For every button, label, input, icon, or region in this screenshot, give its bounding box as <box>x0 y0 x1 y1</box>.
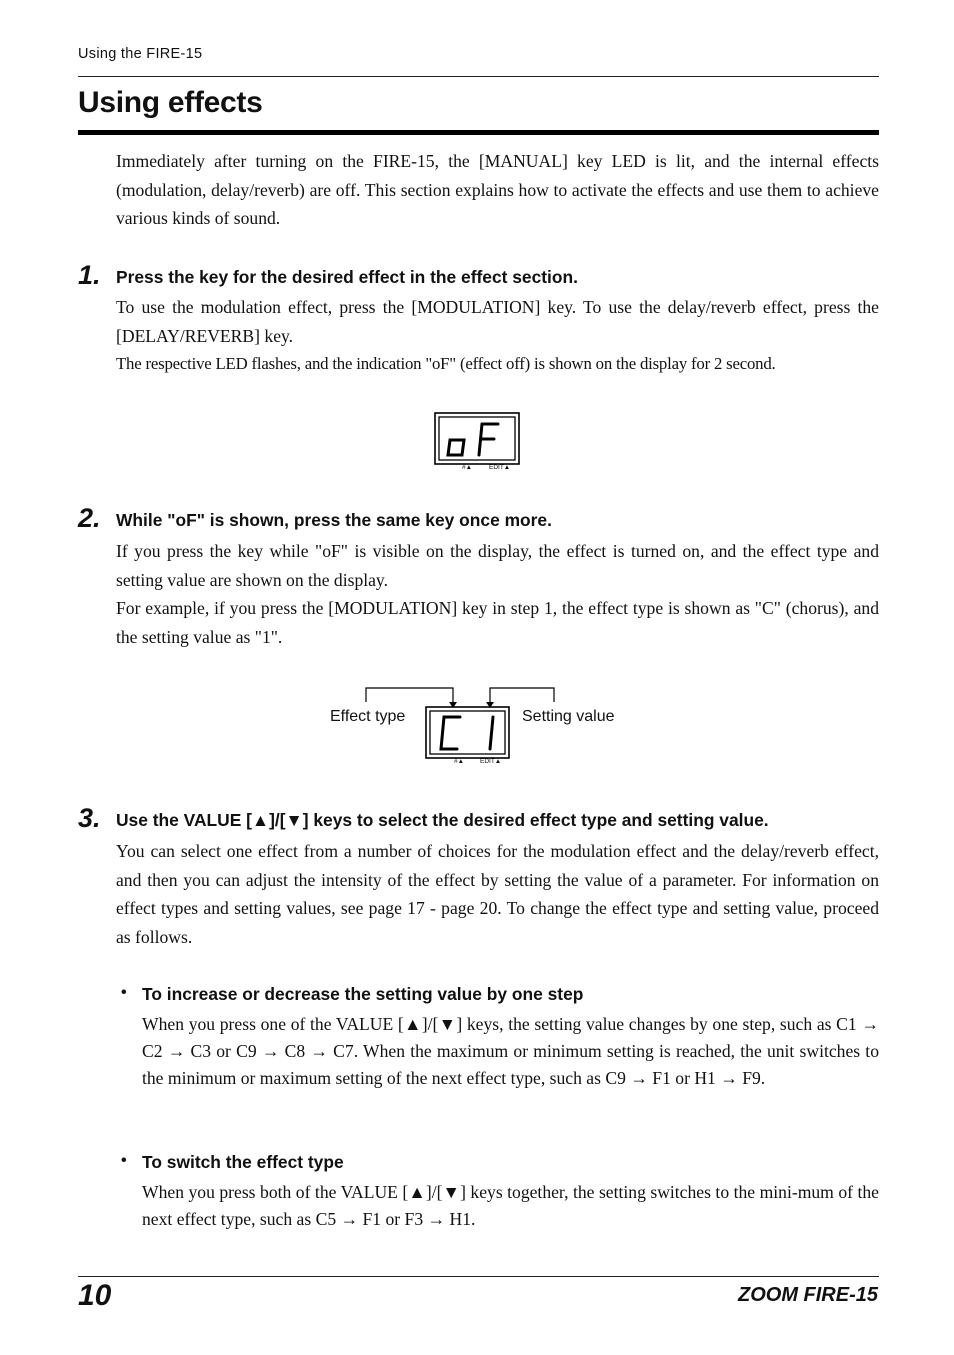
bullet-icon: • <box>121 1152 127 1169</box>
led-display-c1-diagram <box>330 684 630 770</box>
effect-type-label: Effect type <box>330 708 406 725</box>
indicator-sharp: #▲ <box>454 758 465 765</box>
header-divider <box>78 76 879 77</box>
indicator-sharp: #▲ <box>462 464 473 471</box>
step-number: 3. <box>78 803 101 833</box>
running-head: Using the FIRE-15 <box>78 46 203 62</box>
bullet-body: When you press both of the VALUE [▲]/[▼] keys together, the setting switches to the mini-mum of the next effect type, such as C5 → F1 or F3 → H1. <box>142 1182 879 1229</box>
footer-brand: ZOOM FIRE-15 <box>737 1284 878 1306</box>
led-display-off <box>434 412 522 476</box>
bullet-body: When you press one of the VALUE [▲]/[▼] keys, the setting value changes by one step, such as C1 → C2 → C3 or C9 → C8 → C7. When the maximum or minimum setting is reached, the unit switches to the minimum or maximum setting of the next effect type, such as C9 → F1 or H1 → F9. <box>142 1014 879 1088</box>
setting-value-label: Setting value <box>522 708 615 725</box>
step-heading: Press the key for the desired effect in the effect section. <box>116 267 578 287</box>
indicator-edit: EDIT▲ <box>480 758 502 765</box>
step-body: You can select one effect from a number of choices for the modulation effect and the delay/reverb effect, and then you can adjust the intensity of the effect by setting the value of a parameter. For information on effect types and setting values, see page 17 - page 20. To change the effect type and setting value, proceed as follows. <box>116 841 879 947</box>
intro-paragraph: Immediately after turning on the FIRE-15, the [MANUAL] key LED is lit, and the internal effects (modulation, delay/reverb) are off. This section explains how to activate the effects and use them to achieve various kinds of sound. <box>116 151 879 228</box>
title-underline <box>78 130 879 135</box>
step-heading: While "oF" is shown, press the same key once more. <box>116 510 552 530</box>
page-title: Using effects <box>78 86 263 119</box>
step-body: If you press the key while "oF" is visible on the display, the effect is turned on, and the effect type and setting value are shown on the display. <box>116 541 879 590</box>
footer-divider <box>78 1276 879 1277</box>
bullet-heading: To increase or decrease the setting value by one step <box>142 984 584 1004</box>
indicator-edit: EDIT▲ <box>489 464 511 471</box>
step-heading: Use the VALUE [▲]/[▼] keys to select the desired effect type and setting value. <box>116 810 769 830</box>
step-number: 1. <box>78 260 101 290</box>
bullet-icon: • <box>121 984 127 1001</box>
page-number: 10 <box>78 1279 112 1312</box>
step-number: 2. <box>78 503 101 533</box>
step-body-example: For example, if you press the [MODULATION] key in step 1, the effect type is shown as "C" (chorus), and the setting value as "1". <box>116 598 879 647</box>
step-body: To use the modulation effect, press the [MODULATION] key. To use the delay/reverb effect, press the [DELAY/REVERB] key. <box>116 297 879 346</box>
bullet-heading: To switch the effect type <box>142 1152 344 1172</box>
step-note: The respective LED flashes, and the indication "oF" (effect off) is shown on the display for 2 second. <box>116 354 776 373</box>
